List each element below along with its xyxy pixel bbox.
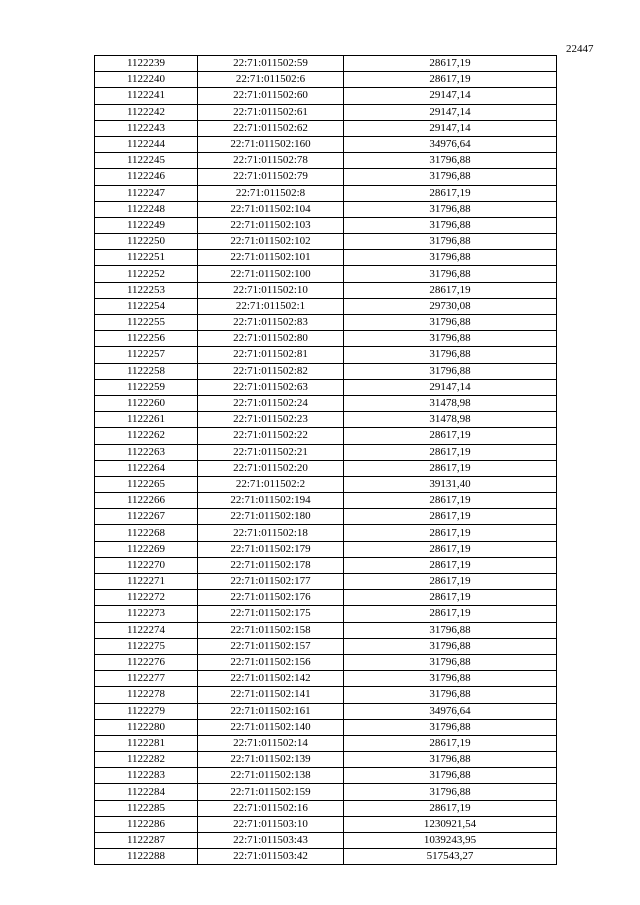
cadastral-value-cell: 31796,88 — [344, 768, 557, 784]
cadastral-number-cell: 22:71:011502:80 — [198, 331, 344, 347]
table-row — [95, 849, 557, 865]
cadastral-value-cell: 28617,19 — [344, 444, 557, 460]
table-row — [95, 282, 557, 298]
row-number-cell: 1122239 — [95, 56, 198, 72]
cadastral-value-cell: 28617,19 — [344, 606, 557, 622]
table-row — [95, 574, 557, 590]
row-number-cell: 1122273 — [95, 606, 198, 622]
cadastral-value-cell: 31796,88 — [344, 671, 557, 687]
cadastral-number-cell: 22:71:011502:142 — [198, 671, 344, 687]
cadastral-value-cell: 31478,98 — [344, 412, 557, 428]
cadastral-number-cell: 22:71:011502:158 — [198, 622, 344, 638]
cadastral-value-cell: 1039243,95 — [344, 833, 557, 849]
cadastral-value-cell: 31796,88 — [344, 266, 557, 282]
cadastral-number-cell: 22:71:011503:10 — [198, 816, 344, 832]
table-row — [95, 606, 557, 622]
cadastral-value-cell: 31796,88 — [344, 687, 557, 703]
cadastral-number-cell: 22:71:011502:24 — [198, 395, 344, 411]
cadastral-number-cell: 22:71:011502:180 — [198, 509, 344, 525]
row-number-cell: 1122251 — [95, 250, 198, 266]
row-number-cell: 1122258 — [95, 363, 198, 379]
table-row — [95, 298, 557, 314]
row-number-cell: 1122269 — [95, 541, 198, 557]
table-row — [95, 379, 557, 395]
cadastral-value-cell: 29147,14 — [344, 379, 557, 395]
table-row — [95, 816, 557, 832]
cadastral-number-cell: 22:71:011502:101 — [198, 250, 344, 266]
table-row — [95, 719, 557, 735]
cadastral-number-cell: 22:71:011502:6 — [198, 72, 344, 88]
table-row — [95, 120, 557, 136]
cadastral-number-cell: 22:71:011502:82 — [198, 363, 344, 379]
row-number-cell: 1122277 — [95, 671, 198, 687]
table-row — [95, 153, 557, 169]
table-row — [95, 395, 557, 411]
cadastral-value-cell: 28617,19 — [344, 525, 557, 541]
cadastral-value-cell: 28617,19 — [344, 493, 557, 509]
row-number-cell: 1122243 — [95, 120, 198, 136]
row-number-cell: 1122260 — [95, 395, 198, 411]
cadastral-value-cell: 31796,88 — [344, 250, 557, 266]
cadastral-number-cell: 22:71:011502:140 — [198, 719, 344, 735]
cadastral-value-cell: 28617,19 — [344, 185, 557, 201]
row-number-cell: 1122279 — [95, 703, 198, 719]
cadastral-number-cell: 22:71:011502:178 — [198, 557, 344, 573]
cadastral-value-cell: 31478,98 — [344, 395, 557, 411]
row-number-cell: 1122249 — [95, 217, 198, 233]
cadastral-value-cell: 31796,88 — [344, 347, 557, 363]
table-row — [95, 72, 557, 88]
table-row — [95, 703, 557, 719]
cadastral-value-cell: 31796,88 — [344, 363, 557, 379]
row-number-cell: 1122259 — [95, 379, 198, 395]
cadastral-number-cell: 22:71:011502:8 — [198, 185, 344, 201]
row-number-cell: 1122241 — [95, 88, 198, 104]
table-row — [95, 800, 557, 816]
cadastral-value-cell: 31796,88 — [344, 217, 557, 233]
table-row — [95, 250, 557, 266]
cadastral-number-cell: 22:71:011502:61 — [198, 104, 344, 120]
cadastral-value-cell: 28617,19 — [344, 735, 557, 751]
cadastral-number-cell: 22:71:011502:104 — [198, 201, 344, 217]
table-row — [95, 735, 557, 751]
row-number-cell: 1122283 — [95, 768, 198, 784]
cadastral-number-cell: 22:71:011502:10 — [198, 282, 344, 298]
row-number-cell: 1122282 — [95, 752, 198, 768]
row-number-cell: 1122274 — [95, 622, 198, 638]
row-number-cell: 1122272 — [95, 590, 198, 606]
table-row — [95, 638, 557, 654]
row-number-cell: 1122280 — [95, 719, 198, 735]
table-row — [95, 833, 557, 849]
cadastral-number-cell: 22:71:011502:60 — [198, 88, 344, 104]
cadastral-number-cell: 22:71:011502:176 — [198, 590, 344, 606]
cadastral-value-cell: 31796,88 — [344, 719, 557, 735]
row-number-cell: 1122250 — [95, 234, 198, 250]
cadastral-value-cell: 31796,88 — [344, 153, 557, 169]
row-number-cell: 1122257 — [95, 347, 198, 363]
cadastral-number-cell: 22:71:011502:81 — [198, 347, 344, 363]
row-number-cell: 1122248 — [95, 201, 198, 217]
table-row — [95, 201, 557, 217]
row-number-cell: 1122242 — [95, 104, 198, 120]
row-number-cell: 1122284 — [95, 784, 198, 800]
cadastral-number-cell: 22:71:011503:42 — [198, 849, 344, 865]
cadastral-number-cell: 22:71:011502:79 — [198, 169, 344, 185]
table-row — [95, 315, 557, 331]
table-row — [95, 363, 557, 379]
cadastral-number-cell: 22:71:011502:14 — [198, 735, 344, 751]
cadastral-number-cell: 22:71:011502:161 — [198, 703, 344, 719]
row-number-cell: 1122265 — [95, 476, 198, 492]
cadastral-value-cell: 28617,19 — [344, 460, 557, 476]
table-row — [95, 768, 557, 784]
row-number-cell: 1122268 — [95, 525, 198, 541]
row-number-cell: 1122264 — [95, 460, 198, 476]
row-number-cell: 1122261 — [95, 412, 198, 428]
cadastral-number-cell: 22:71:011502:20 — [198, 460, 344, 476]
cadastral-number-cell: 22:71:011502:141 — [198, 687, 344, 703]
cadastral-value-cell: 29147,14 — [344, 88, 557, 104]
cadastral-number-cell: 22:71:011502:18 — [198, 525, 344, 541]
cadastral-number-cell: 22:71:011502:179 — [198, 541, 344, 557]
cadastral-number-cell: 22:71:011502:175 — [198, 606, 344, 622]
cadastral-value-cell: 34976,64 — [344, 136, 557, 152]
cadastral-value-cell: 29147,14 — [344, 104, 557, 120]
cadastral-value-table — [94, 55, 557, 865]
cadastral-value-cell: 31796,88 — [344, 638, 557, 654]
cadastral-number-cell: 22:71:011502:22 — [198, 428, 344, 444]
table-row — [95, 136, 557, 152]
cadastral-number-cell: 22:71:011502:194 — [198, 493, 344, 509]
cadastral-number-cell: 22:71:011502:62 — [198, 120, 344, 136]
cadastral-value-cell: 31796,88 — [344, 201, 557, 217]
row-number-cell: 1122267 — [95, 509, 198, 525]
table-row — [95, 493, 557, 509]
cadastral-number-cell: 22:71:011502:78 — [198, 153, 344, 169]
row-number-cell: 1122254 — [95, 298, 198, 314]
page-number: 22447 — [566, 43, 594, 55]
cadastral-number-cell: 22:71:011502:160 — [198, 136, 344, 152]
row-number-cell: 1122246 — [95, 169, 198, 185]
table-row — [95, 266, 557, 282]
cadastral-value-cell: 31796,88 — [344, 331, 557, 347]
table-row — [95, 234, 557, 250]
table-row — [95, 784, 557, 800]
row-number-cell: 1122266 — [95, 493, 198, 509]
row-number-cell: 1122276 — [95, 654, 198, 670]
table-row — [95, 622, 557, 638]
table-row — [95, 752, 557, 768]
table-row — [95, 654, 557, 670]
row-number-cell: 1122263 — [95, 444, 198, 460]
cadastral-value-cell: 28617,19 — [344, 590, 557, 606]
cadastral-number-cell: 22:71:011502:103 — [198, 217, 344, 233]
cadastral-value-cell: 28617,19 — [344, 509, 557, 525]
table-row — [95, 88, 557, 104]
row-number-cell: 1122245 — [95, 153, 198, 169]
table-row — [95, 590, 557, 606]
cadastral-number-cell: 22:71:011502:21 — [198, 444, 344, 460]
cadastral-number-cell: 22:71:011502:102 — [198, 234, 344, 250]
cadastral-value-cell: 31796,88 — [344, 752, 557, 768]
table-row — [95, 444, 557, 460]
cadastral-number-cell: 22:71:011502:2 — [198, 476, 344, 492]
table-row — [95, 687, 557, 703]
row-number-cell: 1122255 — [95, 315, 198, 331]
cadastral-value-cell: 31796,88 — [344, 622, 557, 638]
row-number-cell: 1122270 — [95, 557, 198, 573]
cadastral-value-cell: 31796,88 — [344, 654, 557, 670]
cadastral-number-cell: 22:71:011502:139 — [198, 752, 344, 768]
table-body — [95, 56, 557, 865]
row-number-cell: 1122287 — [95, 833, 198, 849]
table-row — [95, 169, 557, 185]
table-row — [95, 347, 557, 363]
cadastral-value-cell: 29730,08 — [344, 298, 557, 314]
row-number-cell: 1122271 — [95, 574, 198, 590]
row-number-cell: 1122256 — [95, 331, 198, 347]
cadastral-value-cell: 28617,19 — [344, 428, 557, 444]
cadastral-value-cell: 28617,19 — [344, 557, 557, 573]
cadastral-value-cell: 28617,19 — [344, 72, 557, 88]
cadastral-number-cell: 22:71:011502:100 — [198, 266, 344, 282]
table-row — [95, 185, 557, 201]
cadastral-number-cell: 22:71:011502:1 — [198, 298, 344, 314]
row-number-cell: 1122262 — [95, 428, 198, 444]
cadastral-value-cell: 34976,64 — [344, 703, 557, 719]
cadastral-number-cell: 22:71:011502:16 — [198, 800, 344, 816]
table-row — [95, 460, 557, 476]
cadastral-number-cell: 22:71:011502:159 — [198, 784, 344, 800]
cadastral-number-cell: 22:71:011502:59 — [198, 56, 344, 72]
cadastral-value-cell: 28617,19 — [344, 800, 557, 816]
cadastral-number-cell: 22:71:011502:63 — [198, 379, 344, 395]
row-number-cell: 1122275 — [95, 638, 198, 654]
cadastral-value-cell: 39131,40 — [344, 476, 557, 492]
cadastral-number-cell: 22:71:011502:138 — [198, 768, 344, 784]
row-number-cell: 1122278 — [95, 687, 198, 703]
cadastral-value-cell: 31796,88 — [344, 784, 557, 800]
cadastral-number-cell: 22:71:011502:23 — [198, 412, 344, 428]
table-row — [95, 104, 557, 120]
cadastral-value-cell: 31796,88 — [344, 234, 557, 250]
cadastral-value-cell: 517543,27 — [344, 849, 557, 865]
cadastral-value-cell: 31796,88 — [344, 169, 557, 185]
cadastral-number-cell: 22:71:011503:43 — [198, 833, 344, 849]
cadastral-number-cell: 22:71:011502:156 — [198, 654, 344, 670]
cadastral-number-cell: 22:71:011502:157 — [198, 638, 344, 654]
table-row — [95, 428, 557, 444]
table-row — [95, 412, 557, 428]
cadastral-value-cell: 28617,19 — [344, 574, 557, 590]
table-row — [95, 217, 557, 233]
row-number-cell: 1122253 — [95, 282, 198, 298]
cadastral-number-cell: 22:71:011502:83 — [198, 315, 344, 331]
row-number-cell: 1122247 — [95, 185, 198, 201]
cadastral-value-cell: 28617,19 — [344, 282, 557, 298]
cadastral-number-cell: 22:71:011502:177 — [198, 574, 344, 590]
row-number-cell: 1122281 — [95, 735, 198, 751]
cadastral-value-cell: 28617,19 — [344, 56, 557, 72]
row-number-cell: 1122288 — [95, 849, 198, 865]
row-number-cell: 1122285 — [95, 800, 198, 816]
table-row — [95, 525, 557, 541]
table-row — [95, 476, 557, 492]
row-number-cell: 1122252 — [95, 266, 198, 282]
table-row — [95, 557, 557, 573]
table-row — [95, 671, 557, 687]
row-number-cell: 1122240 — [95, 72, 198, 88]
row-number-cell: 1122286 — [95, 816, 198, 832]
cadastral-value-cell: 29147,14 — [344, 120, 557, 136]
cadastral-value-cell: 1230921,54 — [344, 816, 557, 832]
cadastral-value-cell: 28617,19 — [344, 541, 557, 557]
table-row — [95, 331, 557, 347]
table-row — [95, 56, 557, 72]
table-row — [95, 509, 557, 525]
row-number-cell: 1122244 — [95, 136, 198, 152]
table-row — [95, 541, 557, 557]
cadastral-value-cell: 31796,88 — [344, 315, 557, 331]
